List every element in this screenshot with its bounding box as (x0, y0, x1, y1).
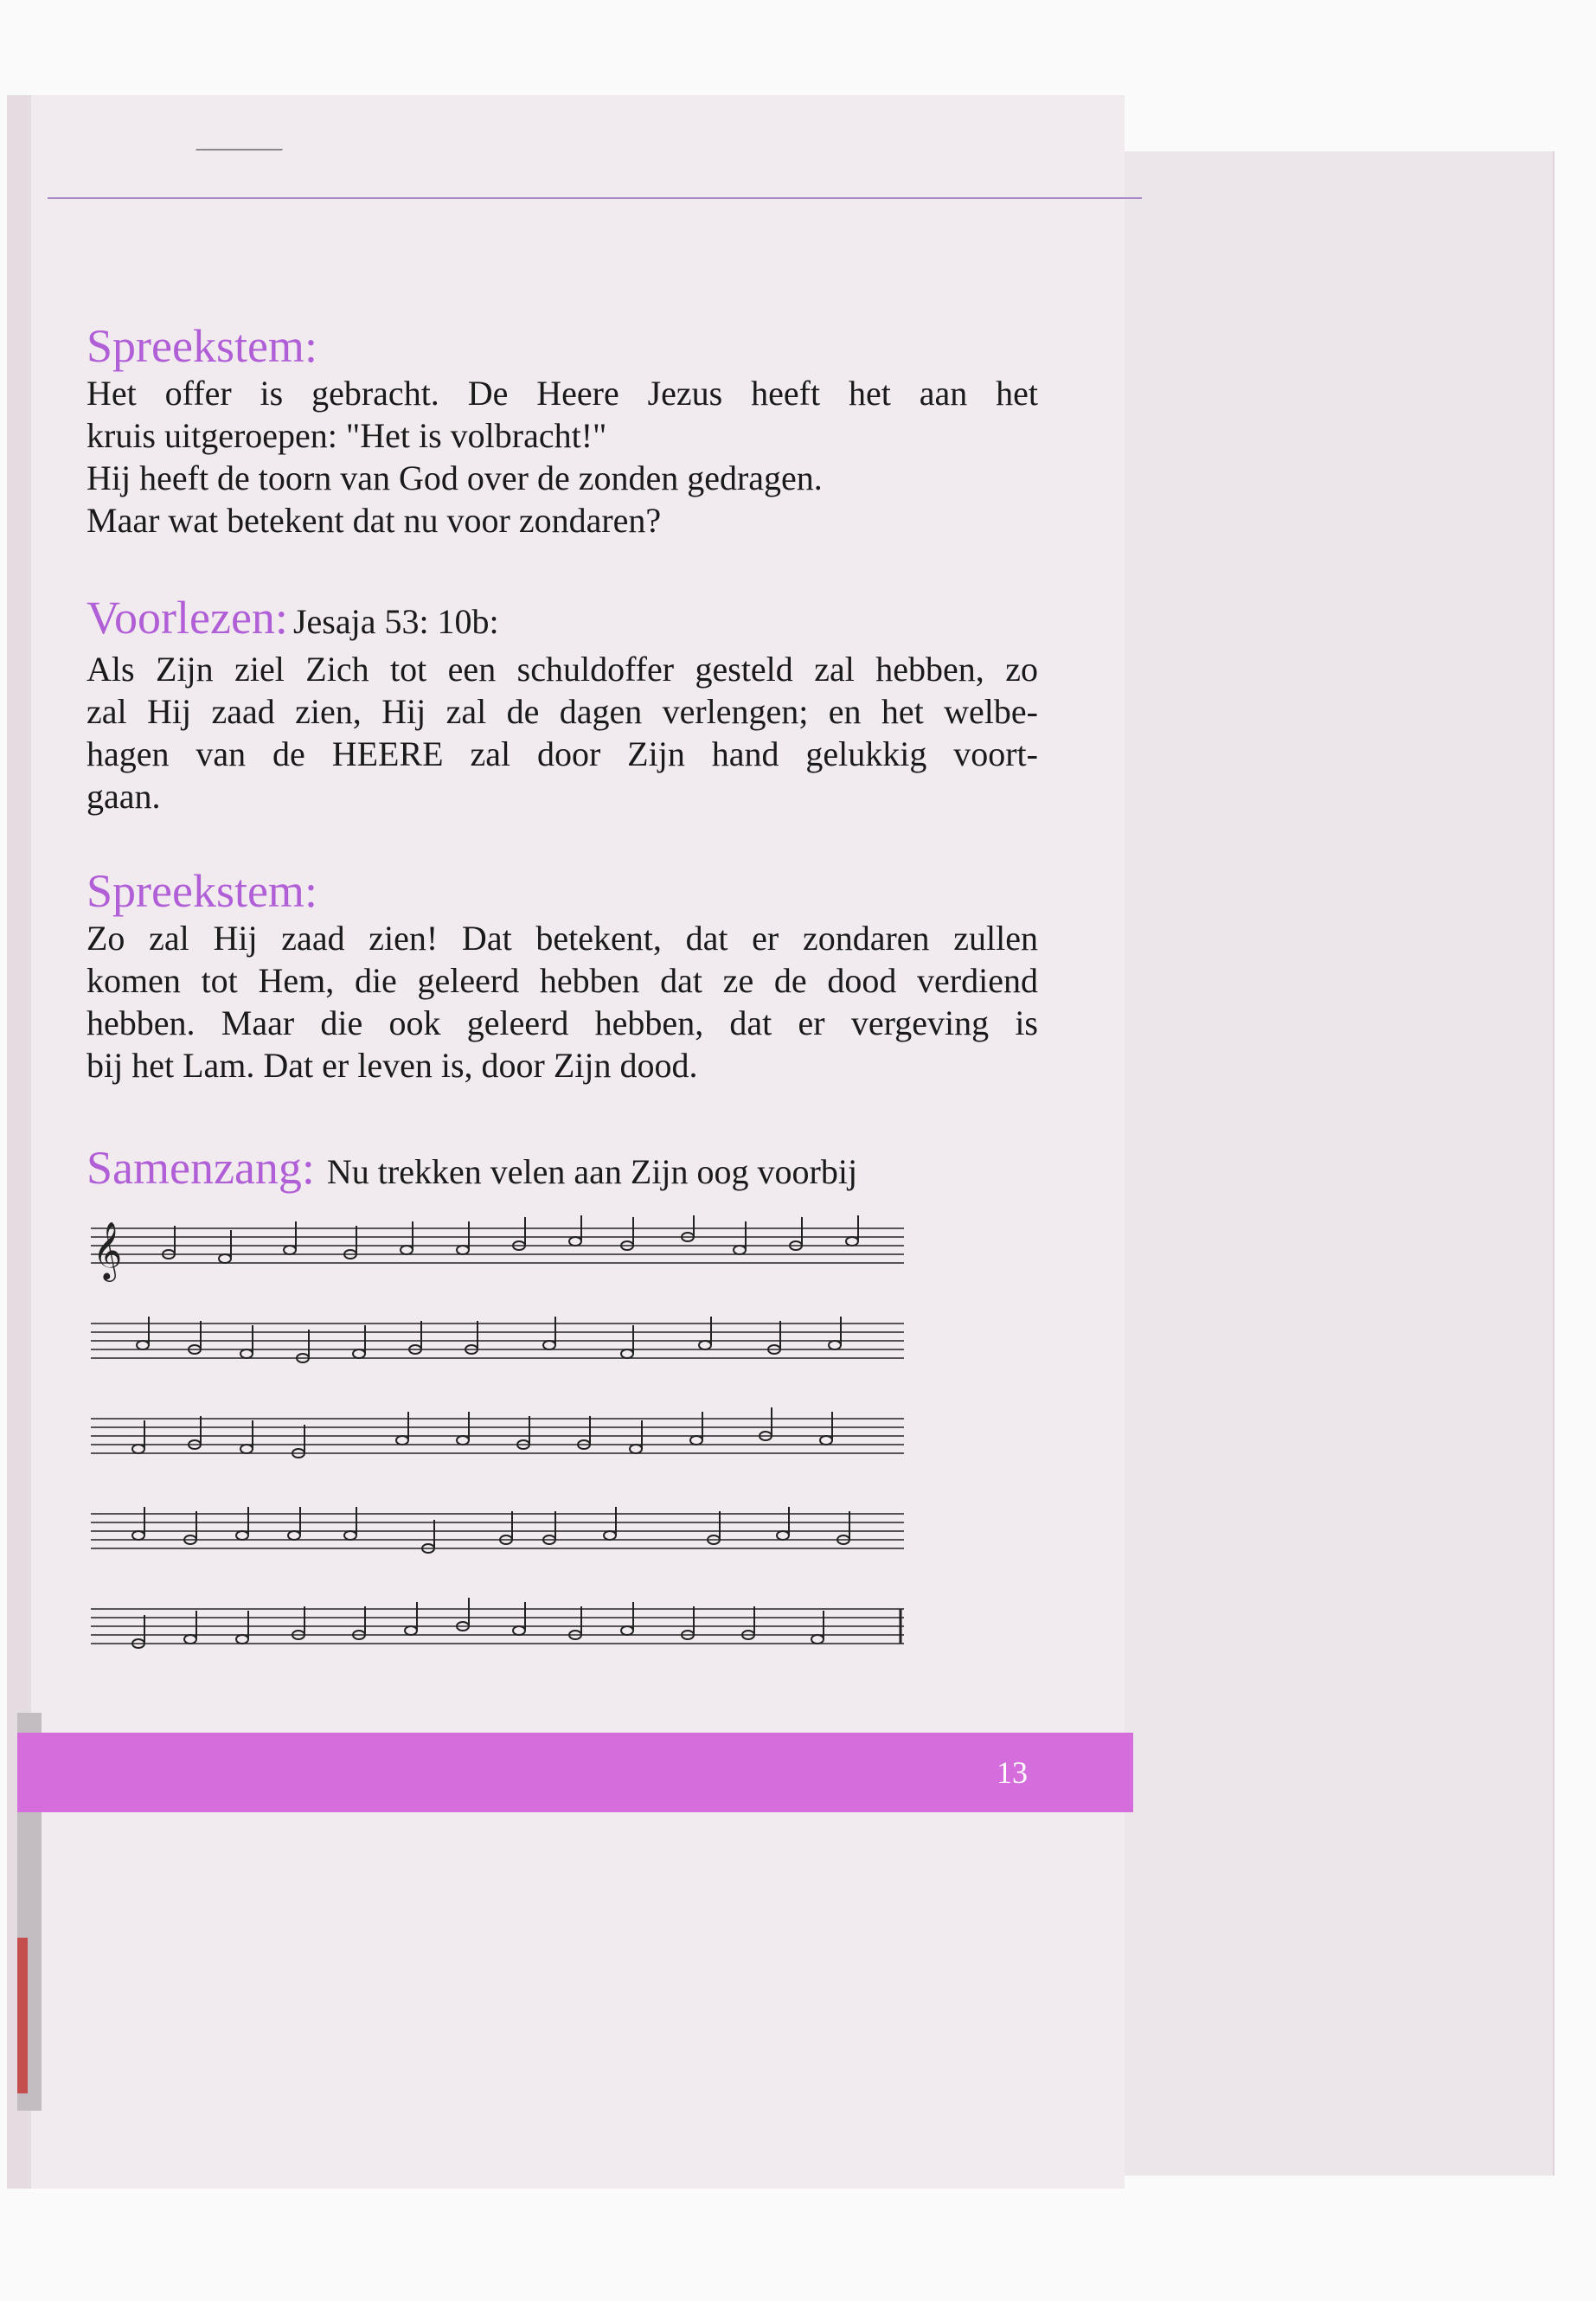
paragraph-line: hagen van de HEERE zal door Zijn hand gelukkig voort- (87, 734, 1038, 773)
paragraph-line: Zo zal Hij zaad zien! Dat betekent, dat er zondaren zullen (87, 919, 1038, 958)
page-number: 13 (997, 1755, 1028, 1790)
paragraph-line: Als Zijn ziel Zich tot een schuldoffer gesteld zal hebben, zo (87, 650, 1038, 689)
header-rule (48, 197, 1142, 199)
music-staff-5 (91, 1596, 913, 1665)
paragraph-line: hebben. Maar die ook geleerd hebben, dat er vergeving is (87, 1003, 1038, 1042)
section-spreekstem-2 (87, 865, 1038, 1086)
section-samenzang (87, 1142, 1038, 1198)
treble-clef-icon: 𝄞 (93, 1222, 123, 1279)
paragraph-line: Maar wat betekent dat nu voor zondaren? (87, 501, 662, 540)
paragraph-line: kruis uitgeroepen: "Het is volbracht!" (87, 416, 607, 455)
music-staff-3 (91, 1406, 913, 1475)
bible-reference: Jesaja 53: 10b: (292, 602, 499, 641)
section-spreekstem-1 (87, 320, 1038, 542)
footer-bar (17, 1733, 1133, 1812)
section-heading: Spreekstem: (87, 320, 317, 372)
section-heading: Voorlezen: (87, 592, 288, 644)
paragraph-line: zal Hij zaad zien, Hij zal de dagen verlengen; en het welbe- (87, 692, 1038, 731)
page-tab-mark (195, 138, 289, 151)
section-heading-line (87, 592, 1038, 648)
section-voorlezen (87, 592, 1038, 817)
paragraph-line: Hij heeft de toorn van God over de zonden gedragen. (87, 458, 823, 497)
section-heading: Spreekstem: (87, 865, 317, 917)
paragraph-line: bij het Lam. Dat er leven is, door Zijn dood. (87, 1046, 698, 1085)
paragraph-line: gaan. (87, 777, 161, 816)
section-heading: Samenzang: (87, 1142, 315, 1194)
facing-page-showthrough (1125, 151, 1554, 2176)
cover-edge (17, 1938, 28, 2093)
music-staff-1 (91, 1215, 913, 1285)
paragraph-line: Het offer is gebracht. De Heere Jezus heeft het aan het (87, 374, 1038, 413)
paragraph-line: komen tot Hem, die geleerd hebben dat ze de dood verdiend (87, 961, 1038, 1000)
section-heading-line (87, 1142, 1038, 1198)
music-staff-4 (91, 1501, 913, 1570)
music-staff-2 (91, 1311, 913, 1380)
song-title: Nu trekken velen aan Zijn oog voorbij (326, 1152, 858, 1191)
